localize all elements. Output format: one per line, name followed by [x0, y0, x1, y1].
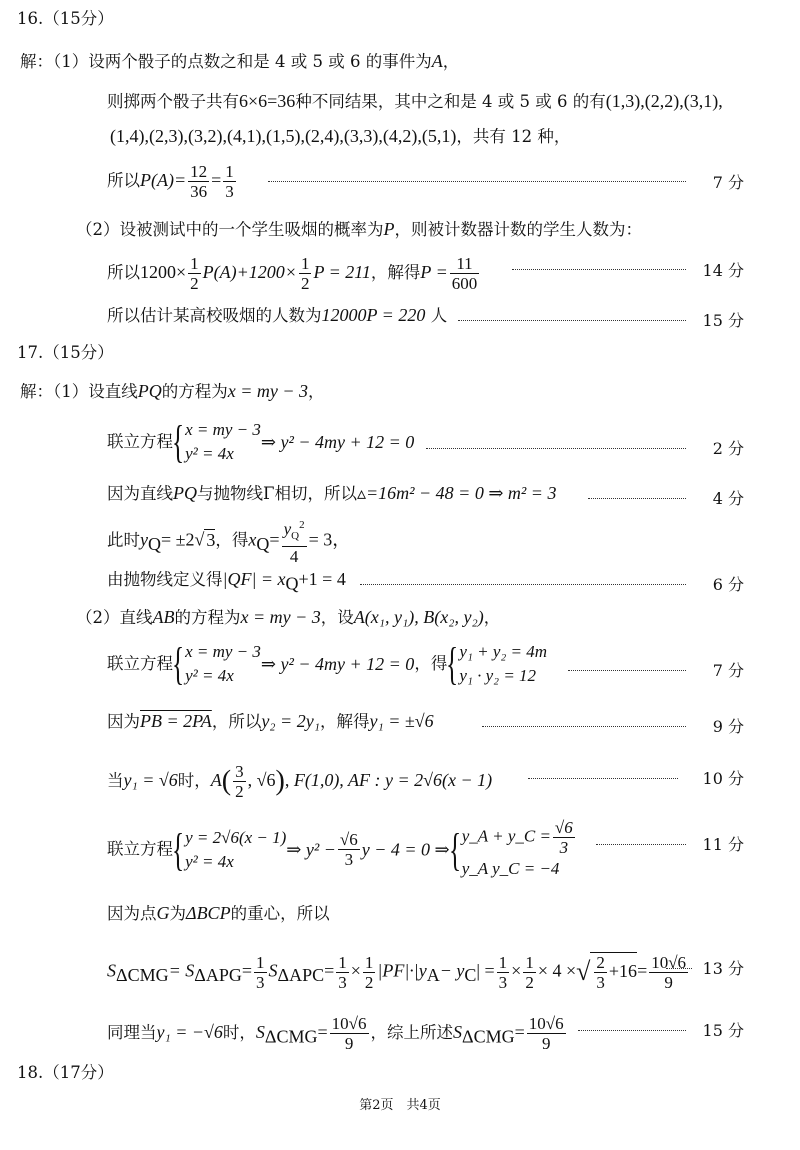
dotted-leader	[666, 968, 692, 969]
q16-part2-estimate: 所以估计某高校吸烟的人数为12000P = 220 人	[107, 305, 448, 325]
score-mark: 7 分	[712, 173, 744, 192]
q16-part1-intro: 解：（1）设两个骰子的点数之和是 4 或 5 或 6 的事件为A，	[20, 51, 460, 71]
fraction: $\frac{12}{36}$	[190, 162, 208, 201]
dotted-leader	[458, 320, 686, 321]
dotted-leader	[528, 778, 678, 779]
brace-icon: {	[446, 638, 459, 689]
score-mark: 15 分	[702, 1021, 744, 1040]
q16-header: 16.（15分）	[17, 9, 114, 28]
score-mark: 2 分	[712, 439, 744, 458]
q17-area-computation: $S_{\Delta CMG}= S_{\Delta APG}=$ $\frac{1}{3}$ $S_{\Delta APC}=$ $\frac{1}{3}$ × $\frac{1}{2}$ $|PF|\cdot|y_A- y_C|$ = $\frac{1}{3}$ × $\frac{1}{2}$ × 4 ×√ $\frac{2}{3}$ +16= $\frac{10√6}{9}$	[107, 952, 687, 992]
score-mark: 7 分	[712, 661, 744, 680]
fraction: $\frac{1}{2}$	[364, 952, 374, 992]
q17-system-3: 联立方程{ y = 2√6(x − 1) y² = 4x ⇒ y² − $\frac{√6}{3}$ y − 4 = 0 ⇒{ y_A + y_C = $\frac{√6}{3}$ y_A y_C = −4	[107, 818, 573, 878]
score-mark: 9 分	[712, 717, 744, 736]
dotted-leader	[578, 1030, 686, 1031]
q16-part1-pairs: (1,4),(2,3),(3,2),(4,1),(1,5),(2,4),(3,3),(4,2),(5,1)，共有 12 种，	[110, 126, 571, 146]
dotted-leader	[596, 844, 686, 845]
dotted-leader	[512, 269, 686, 270]
q17-centroid: 因为点G为ΔBCP的重心，所以	[107, 903, 330, 923]
fraction: $\frac{2}{3}$	[596, 953, 605, 992]
q17-conclusion: 同理当y₁ = −√6时，$S_{\Delta CMG}=$ $\frac{10√6}{9}$ ，综上所述$S_{\Delta CMG}=$ $\frac{10√6}{9}$	[107, 1014, 564, 1053]
fraction: $\frac{1}{3}$	[498, 952, 508, 992]
q17-vector-relation: 因为PB = 2PA，所以y₂ = 2y₁，解得y₁ = ±√6	[107, 711, 434, 731]
fraction: $\frac{√6}{3}$	[339, 830, 358, 869]
score-mark: 11 分	[702, 835, 744, 854]
dotted-leader	[426, 448, 686, 449]
q17-system-2: 联立方程{ x = my − 3 y² = 4x ⇒ y² − 4my + 12 = 0，得{ y₁ + y₂ = 4m y₁ · y₂ = 12	[107, 638, 548, 689]
fraction: $\frac{1}{2}$	[300, 254, 310, 293]
q16-part2-intro: （2）设被测试中的一个学生吸烟的概率为P，则被计数器计数的学生人数为：	[76, 219, 642, 239]
score-mark: 15 分	[702, 311, 744, 330]
dotted-leader	[360, 584, 686, 585]
dotted-leader	[568, 670, 686, 671]
q17-tangent-condition: 因为直线PQ与抛物线Γ相切，所以▵=16m² − 48 = 0 ⇒ m² = 3	[107, 483, 557, 503]
score-mark: 6 分	[712, 575, 744, 594]
fraction: $\frac{1}{3}$	[338, 952, 347, 992]
q17-header: 17.（15分）	[17, 343, 114, 362]
page-footer: 第2页 共4页	[359, 1098, 441, 1113]
fraction: $\frac{3}{2}$	[235, 762, 244, 801]
fraction: $\frac{1}{3}$	[225, 162, 234, 201]
score-mark: 14 分	[702, 261, 744, 280]
fraction: $\frac{√6}{3}$	[554, 818, 573, 857]
q17-part1-intro: 解：（1）设直线PQ的方程为x = my − 3，	[20, 381, 325, 401]
dotted-leader	[268, 181, 686, 182]
q17-part2-intro: （2）直线AB的方程为x = my − 3，设A(x₁, y₁), B(x₂, y₂)，	[76, 607, 501, 627]
fraction: $\frac{10√6}{9}$	[528, 1014, 564, 1053]
q16-part2-equation: 所以1200× $\frac{1}{2}$ P(A)+1200× $\frac{1}{2}$ P = 211，解得P = $\frac{11}{600}$	[107, 254, 478, 293]
score-mark: 4 分	[712, 489, 744, 508]
fraction: $\frac{1}{3}$	[256, 952, 265, 992]
fraction: $\frac{1}{2}$	[190, 254, 199, 293]
fraction: $\frac{10√6}{9}$	[331, 1014, 367, 1053]
brace-icon: {	[171, 638, 185, 689]
brace-icon: {	[171, 823, 185, 875]
score-mark: 10 分	[702, 769, 744, 788]
q17-yq-value: 此时$y_Q= \pm 2√$ 3，得$x_Q=$ $\frac{y_Q^2}{4}$ = 3，	[107, 516, 350, 566]
q18-header: 18.（17分）	[17, 1063, 114, 1082]
q16-part1-probability: 所以P(A)= $\frac{12}{36}$ = $\frac{1}{3}$	[107, 162, 234, 201]
brace-icon: {	[171, 416, 185, 467]
fraction: $\frac{10√6}{9}$	[651, 952, 687, 992]
brace-icon: {	[448, 823, 461, 875]
q17-qf-length: 由抛物线定义得$|QF| = x_Q+1 = 4$	[107, 569, 346, 594]
q16-part1-outcomes: 则掷两个骰子共有6×6=36种不同结果，其中之和是 4 或 5 或 6 的有(1,3),(2,2),(3,1),	[107, 91, 723, 111]
q17-system-1: 联立方程{ x = my − 3 y² = 4x ⇒ y² − 4my + 12 = 0	[107, 416, 415, 467]
dotted-leader	[482, 726, 686, 727]
fraction: $\frac{y_Q^2}{4}$	[282, 516, 307, 566]
score-mark: 13 分	[702, 959, 744, 978]
fraction: $\frac{1}{2}$	[525, 952, 534, 992]
q17-case-positive: 当y₁ = √6时，A( $\frac{3}{2}$ , √6), F(1,0), AF : y = 2√6(x − 1)	[107, 762, 493, 801]
fraction: $\frac{11}{600}$	[451, 254, 478, 293]
dotted-leader	[588, 498, 686, 499]
